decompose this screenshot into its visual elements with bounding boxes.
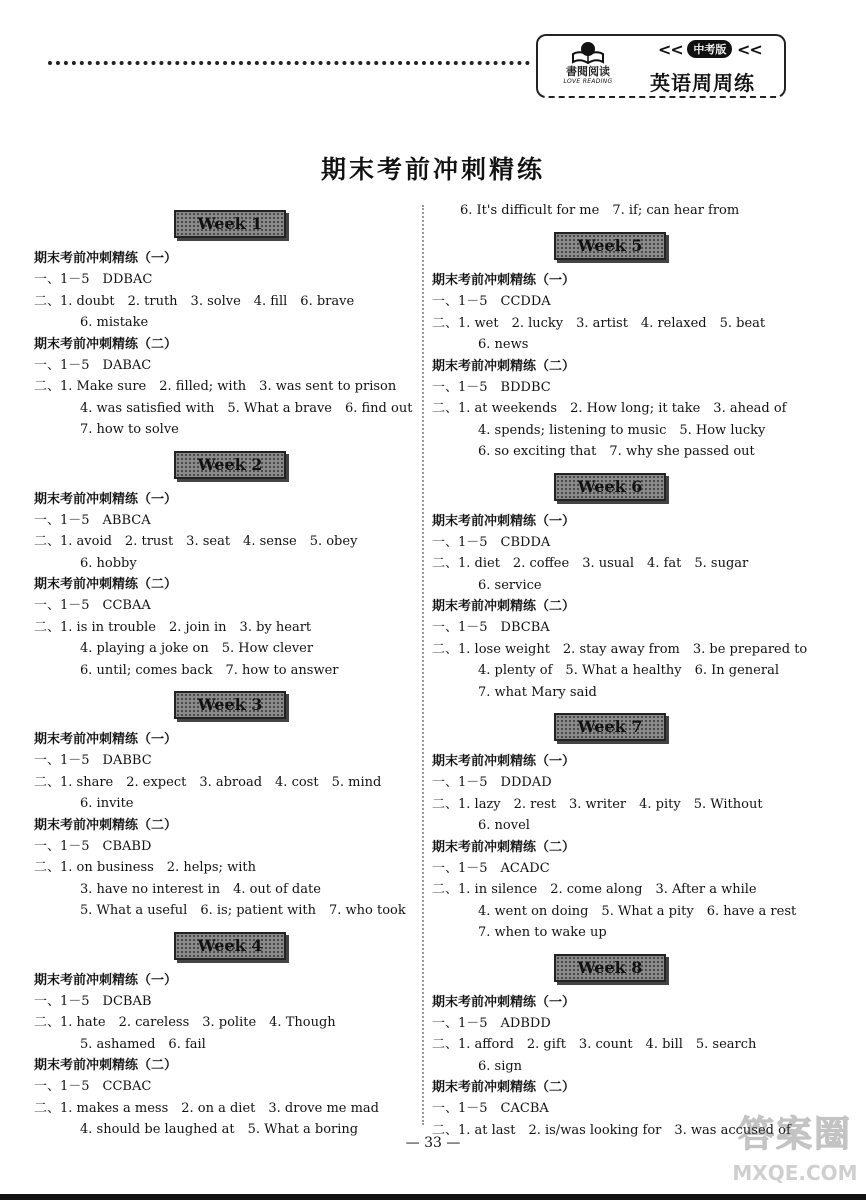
answer-line: 一、1－5 DDDAD [432,775,552,790]
week-badge: Week 3 [174,691,286,719]
left-answer-column [34,200,414,1141]
answer-line: 二、1. hate 2. careless 3. polite 4. Though [34,1015,336,1030]
practice-heading: 期末考前冲刺精练（二） [34,1058,178,1073]
answer-line: 4. playing a joke on 5. How clever [80,641,314,656]
answer-line: 二、1. doubt 2. truth 3. solve 4. fill 6. brave [34,293,355,309]
series-title: 英语周周练 [650,71,755,95]
practice-heading: 期末考前冲刺精练（一） [34,732,178,747]
answer-line: 一、1－5 DABAC [34,357,152,373]
practice-heading: 期末考前冲刺精练（一） [34,491,178,507]
header-dotted-rule [48,61,530,65]
answer-line: 4. was satisfied with 5. What a brave 6. find out [80,400,413,416]
answer-line: 7. what Mary said [478,684,597,700]
practice-heading: 期末考前冲刺精练（二） [34,817,178,833]
answer-line: 一、1－5 CCBAA [34,598,151,613]
week-badge-row [34,451,414,483]
answer-line: 二、1. in silence 2. come along 3. After a while [432,882,757,897]
answer-line: 二、1. makes a mess 2. on a diet 3. drove me mad [34,1100,380,1116]
answer-line: 一、1－5 DCBAB [34,993,152,1009]
answer-line: 6. mistake [80,315,149,330]
carried-over-answer-line: 6. It's difficult for me 7. if; can hear from [460,203,740,218]
week-badge: Week 5 [554,232,666,260]
answer-line: 一、1－5 ADBDD [432,1015,551,1031]
page-number: — 33 — [405,1135,461,1151]
answer-line: 二、1. lose weight 2. stay away from 3. be prepared to [432,641,808,657]
answer-line: 一、1－5 CBDDA [432,534,551,550]
practice-heading: 期末考前冲刺精练（一） [432,273,576,288]
practice-heading: 期末考前冲刺精练（一） [432,754,576,769]
answer-line: 4. went on doing 5. What a pity 6. have a rest [478,903,797,919]
answer-line: 一、1－5 ABBCA [34,512,151,528]
answer-line: 一、1－5 CBABD [34,838,152,854]
answer-line: 5. ashamed 6. fail [80,1036,206,1052]
edition-badge [658,40,762,59]
week-badge-row [432,473,832,505]
answer-line: 二、1. lazy 2. rest 3. writer 4. pity 5. Without [432,796,763,812]
week-badge: Week 6 [554,473,666,501]
double-chevron-left-icon: << [658,40,683,59]
column-divider [422,205,424,1125]
answer-line: 一、1－5 DBCBA [432,620,550,635]
watermark-url: MXQE.COM [732,1161,858,1185]
answer-line: 6. until; comes back 7. how to answer [80,662,339,678]
answer-line: 6. sign [478,1058,523,1074]
open-book-icon [571,40,605,66]
answer-line: 二、1. is in trouble 2. join in 3. by heart [34,619,312,635]
bottom-border [0,1194,866,1200]
practice-heading: 期末考前冲刺精练（一） [432,994,576,1010]
brand-box [536,34,786,98]
answer-line: 5. What a useful 6. is; patient with 7. who took [80,903,406,918]
practice-heading: 期末考前冲刺精练（二） [432,599,576,614]
answer-line: 7. when to wake up [478,925,607,940]
answer-line: 一、1－5 DABBC [34,753,152,768]
week-badge: Week 1 [174,210,286,238]
practice-heading: 期末考前冲刺精练（二） [34,336,178,352]
answer-line: 二、1. wet 2. lucky 3. artist 4. relaxed 5. beat [432,315,766,331]
week-badge: Week 4 [174,932,286,960]
answer-line: 一、1－5 CACBA [432,1101,549,1116]
answer-line: 一、1－5 ACADC [432,860,550,876]
right-answer-column [432,200,832,1141]
answer-line: 二、1. afford 2. gift 3. count 4. bill 5. search [432,1037,757,1052]
practice-heading: 期末考前冲刺精练（二） [432,358,576,374]
answer-line: 一、1－5 BDDBC [432,379,551,395]
week-badge-row [34,210,414,242]
answer-line: 6. news [478,337,529,352]
answer-line: 二、1. on business 2. helps; with [34,860,256,875]
answer-line: 一、1－5 CCBAC [34,1079,152,1094]
site-watermark [730,1110,860,1196]
edition-label: 中考版 [687,40,732,58]
answer-line: 6. so exciting that 7. why she passed out [478,444,755,459]
practice-heading: 期末考前冲刺精练（二） [432,1080,576,1095]
week-badge: Week 2 [174,451,286,479]
answer-line: 一、1－5 CCDDA [432,294,551,309]
week-badge-row [432,232,832,264]
practice-heading: 期末考前冲刺精练（一） [432,513,576,529]
week-badge-row [432,954,832,986]
week-badge-row [34,691,414,723]
watermark-text: 答案圈 [737,1114,852,1155]
answer-line: 6. invite [80,796,134,811]
practice-heading: 期末考前冲刺精练（一） [34,972,178,988]
answer-line: 一、1－5 DDBAC [34,272,153,287]
answer-line: 4. spends; listening to music 5. How lucky [478,422,766,438]
answer-line: 7. how to solve [80,422,179,437]
double-chevron-left-icon: << [736,40,762,59]
practice-heading: 期末考前冲刺精练（二） [432,839,576,855]
page-title: 期末考前冲刺精练 [320,155,545,184]
practice-heading: 期末考前冲刺精练（二） [34,577,178,592]
answer-line: 二、1. share 2. expect 3. abroad 4. cost 5. mind [34,774,382,790]
logo-english-text: LOVE READING [563,78,613,85]
answer-line: 4. should be laughed at 5. What a boring [80,1122,359,1137]
answer-line: 3. have no interest in 4. out of date [80,881,321,897]
brand-logo [548,40,628,94]
answer-line: 4. plenty of 5. What a healthy 6. In general [478,663,779,678]
answer-line: 二、1. at weekends 2. How long; it take 3. ahead of [432,401,787,416]
week-badge: Week 7 [554,713,666,741]
answer-line: 二、1. avoid 2. trust 3. seat 4. sense 5. obey [34,534,358,549]
answer-line: 二、1. at last 2. is/was looking for 3. was accused of [432,1122,791,1138]
week-badge-row [34,932,414,964]
answer-line: 二、1. Make sure 2. filled; with 3. was sent to prison [34,379,397,394]
practice-heading: 期末考前冲刺精练（一） [34,251,178,266]
answer-line: 二、1. diet 2. coffee 3. usual 4. fat 5. sugar [432,556,749,571]
week-badge: Week 8 [554,954,666,982]
answer-line: 6. service [478,577,542,593]
logo-chinese-text: 書閱阅读 [566,65,610,78]
answer-line: 6. novel [478,818,530,833]
answer-line: 6. hobby [80,555,137,571]
week-badge-row [432,713,832,745]
